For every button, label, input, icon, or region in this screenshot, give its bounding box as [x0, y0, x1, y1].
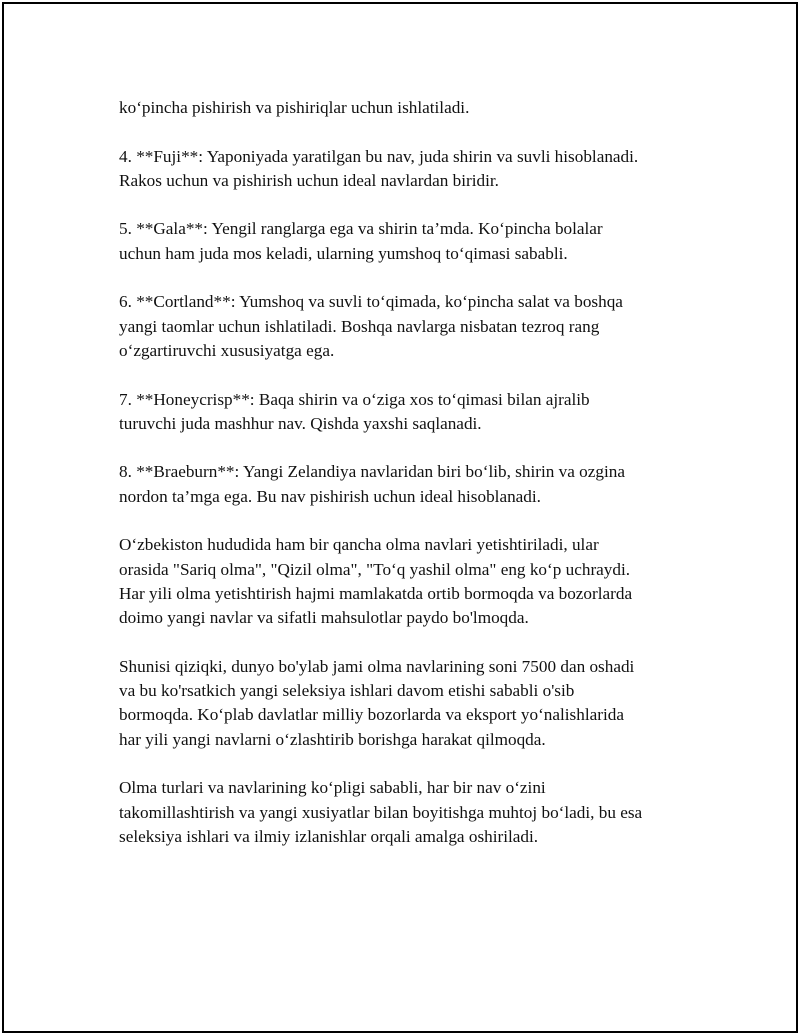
document-page [2, 2, 798, 1033]
paragraph-intro-continuation: ko‘pincha pishirish va pishiriqlar uchun ishlatiladi. [119, 98, 470, 117]
paragraph-braeburn: 8. **Braeburn**: Yangi Zelandiya navlaridan biri bo‘lib, shirin va ozgina nordon ta’mga ega. Bu nav pishirish uchun ideal hisoblanadi. [119, 462, 625, 506]
paragraph-fuji: 4. **Fuji**: Yaponiyada yaratilgan bu nav, juda shirin va suvli hisoblanadi. Rakos uchun va pishirish uchun ideal navlardan biridir. [119, 146, 639, 190]
paragraph-honeycrisp: 7. **Honeycrisp**: Baqa shirin va o‘ziga xos to‘qimasi bilan ajralib turuvchi juda mashhur nav. Qishda yaxshi saqlanadi. [119, 389, 590, 433]
paragraph-cortland: 6. **Cortland**: Yumshoq va suvli to‘qimada, ko‘pincha salat va boshqa yangi taomlar uchun ishlatiladi. Boshqa navlarga nisbatan tezroq rang o‘zgartiruvchi xususiyatga ega. [119, 292, 623, 360]
paragraph-gala: 5. **Gala**: Yengil ranglarga ega va shirin ta’mda. Ko‘pincha bolalar uchun ham juda mos keladi, ularning yumshoq to‘qimasi sababli. [119, 219, 603, 263]
paragraph-uzbekistan: O‘zbekiston hududida ham bir qancha olma navlari yetishtiriladi, ular orasida "Sariq olma", "Qizil olma", "To‘q yashil olma" eng ko‘p uchraydi. Har yili olma yetishtirish hajmi mamlakatda ortib bormoqda va bozorlarda doimo yangi navlar va sifatli mahsulotlar paydo bo'lmoqda. [119, 535, 633, 628]
document-body [119, 96, 719, 874]
paragraph-conclusion: Olma turlari va navlarining ko‘pligi sababli, har bir nav o‘zini takomillashtirish va yangi xusiyatlar bilan boyitishga muhtoj bo‘ladi, bu esa seleksiya ishlari va ilmiy izlanishlar orqali amalga oshiriladi. [119, 778, 643, 846]
paragraph-world-varieties: Shunisi qiziqki, dunyo bo'ylab jami olma navlarining soni 7500 dan oshadi va bu ko'rsatkich yangi seleksiya ishlari davom etishi sababli o'sib bormoqda. Ko‘plab davlatlar milliy bozorlarda va eksport yo‘nalishlarida har yili yangi navlarni o‘zlashtirib borishga harakat qilmoqda. [119, 656, 635, 749]
